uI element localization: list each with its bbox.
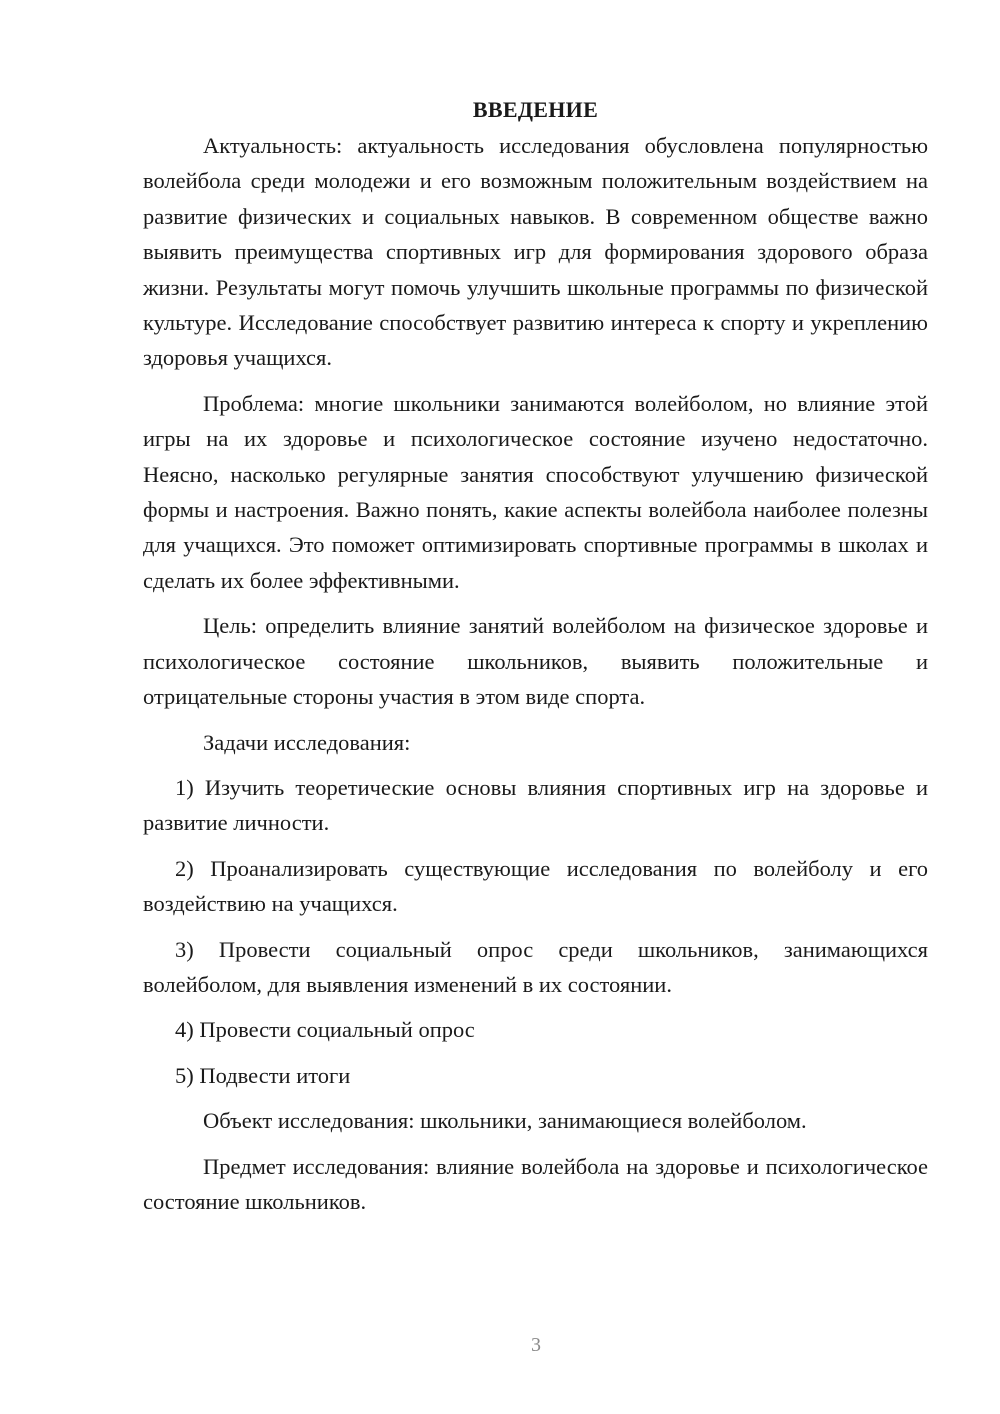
paragraph-goal: Цель: определить влияние занятий волейболом на физическое здоровье и психологическое состояние школьников, выявить положительные и отрицательные стороны участия в этом виде спорта. bbox=[143, 613, 928, 710]
page-heading: ВВЕДЕНИЕ bbox=[472, 97, 599, 122]
task-item-3: 3) Провести социальный опрос среди школьников, занимающихся волейболом, для выявления изменений в их состоянии. bbox=[143, 936, 928, 997]
page-number: 3 bbox=[531, 1334, 541, 1356]
document-page bbox=[143, 92, 928, 1219]
task-item-5: 5) Подвести итоги bbox=[175, 1062, 351, 1088]
paragraph-object: Объект исследования: школьники, занимающиеся волейболом. bbox=[203, 1108, 807, 1134]
task-item-4: 4) Провести социальный опрос bbox=[175, 1017, 475, 1043]
paragraph-subject: Предмет исследования: влияние волейбола на здоровье и психологическое состояние школьников. bbox=[143, 1153, 928, 1214]
task-item-1: 1) Изучить теоретические основы влияния спортивных игр на здоровье и развитие личности. bbox=[143, 774, 928, 836]
task-item-2: 2) Проанализировать существующие исследования по волейболу и его воздействию на учащихся. bbox=[143, 855, 928, 917]
paragraph-relevance: Актуальность: актуальность исследования обусловлена популярностью волейбола среди молодежи и его возможным положительным воздействием на развитие физических и социальных навыков. В современном обществе важно выявить преимущества спортивных игр для формирования здорового образа жизни. Результаты могут помочь улучшить школьные программы по физической культуре. Исследование способствует развитию интереса к спорту и укреплению здоровья учащихся. bbox=[143, 133, 928, 371]
paragraph-problem: Проблема: многие школьники занимаются волейболом, но влияние этой игры на их здоровье и психологическое состояние изучено недостаточно. Неясно, насколько регулярные занятия способствуют улучшению физической формы и настроения. Важно понять, какие аспекты волейбола наиболее полезны для учащихся. Это поможет оптимизировать спортивные программы в школах и сделать их более эффективными. bbox=[143, 390, 928, 593]
tasks-title: Задачи исследования: bbox=[203, 729, 411, 755]
